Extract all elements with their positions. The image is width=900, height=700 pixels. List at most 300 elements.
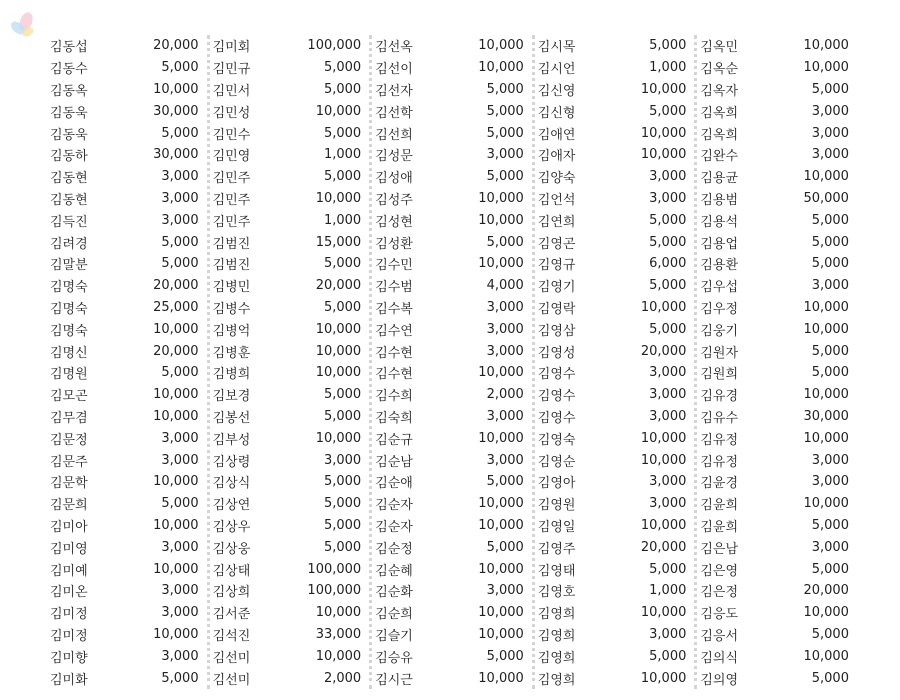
- donor-row: [210, 144, 370, 166]
- donation-amount: 6,000: [649, 256, 687, 272]
- donation-amount: 1,000: [323, 212, 362, 228]
- donor-name: 김애연: [537, 127, 576, 143]
- donor-row: [210, 35, 370, 57]
- donation-amount: 3,000: [649, 626, 687, 642]
- donor-row: [372, 362, 532, 384]
- donor-name: 김석진: [212, 628, 251, 644]
- donor-row: [535, 209, 695, 231]
- donation-amount: 20,000: [153, 343, 199, 359]
- logo-icon: [6, 8, 40, 42]
- donor-name: 김옥민: [700, 40, 739, 56]
- donor-row: [47, 667, 207, 689]
- donor-name: 김영일: [537, 519, 576, 535]
- donor-row: [47, 406, 207, 428]
- donor-name: 김보경: [212, 389, 251, 405]
- donation-amount: 5,000: [649, 321, 687, 337]
- donor-name: 김영호: [537, 585, 576, 601]
- donor-name: 김애자: [537, 149, 576, 165]
- donor-row: [372, 580, 532, 602]
- donor-name: 김우섭: [700, 280, 739, 296]
- donor-name: 김영수: [537, 410, 576, 426]
- donor-row: [372, 166, 532, 188]
- donor-row: [535, 580, 695, 602]
- donor-row: [47, 558, 207, 580]
- donation-amount: 5,000: [323, 256, 362, 272]
- donor-name: 김선학: [375, 105, 413, 121]
- donor-row: [697, 209, 857, 231]
- donor-name: 김영태: [537, 563, 576, 579]
- donor-name: 김순화: [375, 585, 413, 601]
- donor-row: [697, 667, 857, 689]
- donation-amount: 30,000: [153, 103, 199, 119]
- donor-row: [372, 275, 532, 297]
- donor-row: [535, 35, 695, 57]
- donor-name: 김문주: [50, 454, 88, 470]
- donor-row: [372, 209, 532, 231]
- donor-name: 김병수: [212, 301, 251, 317]
- donation-amount: 3,000: [649, 474, 687, 490]
- donor-row: [697, 471, 857, 493]
- donation-amount: 5,000: [649, 278, 687, 294]
- donor-row: [535, 100, 695, 122]
- donor-row: [210, 57, 370, 79]
- donor-name: 김성환: [375, 236, 413, 252]
- donation-amount: 5,000: [161, 496, 199, 512]
- donor-name: 김영곤: [537, 236, 576, 252]
- donor-name: 김시근: [375, 672, 413, 688]
- donation-amount: 5,000: [323, 474, 362, 490]
- donation-amount: 5,000: [486, 169, 524, 185]
- donor-row: [535, 645, 695, 667]
- donor-name: 김미영: [50, 541, 88, 557]
- donor-row: [372, 318, 532, 340]
- donor-name: 김영기: [537, 280, 576, 296]
- donor-name: 김동섭: [50, 40, 88, 56]
- donation-amount: 10,000: [640, 452, 687, 468]
- donor-row: [535, 57, 695, 79]
- donor-row: [372, 667, 532, 689]
- donor-row: [210, 515, 370, 537]
- donor-name: 김선미: [212, 650, 251, 666]
- donor-row: [210, 275, 370, 297]
- donor-row: [697, 645, 857, 667]
- donor-name: 김순규: [375, 432, 413, 448]
- donor-name: 김수민: [375, 258, 413, 274]
- donor-name: 김응도: [700, 607, 739, 623]
- donor-row: [47, 515, 207, 537]
- donor-row: [535, 449, 695, 471]
- donor-name: 김순정: [375, 541, 413, 557]
- donor-row: [535, 427, 695, 449]
- donation-amount: 3,000: [161, 212, 199, 228]
- donation-amount: 5,000: [161, 365, 199, 381]
- donation-amount: 10,000: [803, 169, 849, 185]
- donor-row: [372, 340, 532, 362]
- donor-name: 김명신: [50, 345, 88, 361]
- donor-name: 김수연: [375, 323, 413, 339]
- donation-amount: 5,000: [486, 234, 524, 250]
- donor-row: [697, 515, 857, 537]
- donor-name: 김동하: [50, 149, 88, 165]
- donation-amount: 3,000: [649, 408, 687, 424]
- donation-amount: 10,000: [640, 299, 687, 315]
- donor-row: [210, 79, 370, 101]
- donor-row: [210, 493, 370, 515]
- donation-amount: 10,000: [315, 103, 362, 119]
- donation-amount: 3,000: [649, 387, 687, 403]
- donor-name: 김용환: [700, 258, 739, 274]
- donation-amount: 5,000: [486, 125, 524, 141]
- donation-amount: 5,000: [811, 81, 849, 97]
- donation-amount: 5,000: [161, 670, 199, 686]
- donor-row: [210, 231, 370, 253]
- donor-row: [535, 406, 695, 428]
- donor-row: [372, 231, 532, 253]
- donor-name: 김선옥: [375, 40, 413, 56]
- donor-row: [210, 166, 370, 188]
- donor-name: 김민주: [212, 171, 251, 187]
- donation-amount: 10,000: [315, 365, 362, 381]
- donor-row: [697, 493, 857, 515]
- donor-row: [372, 624, 532, 646]
- donation-amount: 20,000: [640, 539, 687, 555]
- donor-row: [372, 406, 532, 428]
- donation-amount: 3,000: [161, 605, 199, 621]
- donation-amount: 10,000: [315, 343, 362, 359]
- donation-amount: 10,000: [640, 147, 687, 163]
- donor-row: [47, 122, 207, 144]
- donor-row: [535, 667, 695, 689]
- donor-name: 김옥희: [700, 105, 739, 121]
- donor-row: [697, 188, 857, 210]
- donor-name: 김옥자: [700, 83, 739, 99]
- donor-name: 김영성: [537, 345, 576, 361]
- donor-row: [697, 253, 857, 275]
- donation-amount: 10,000: [315, 321, 362, 337]
- donor-name: 김상태: [212, 563, 251, 579]
- donor-name: 김수현: [375, 367, 413, 383]
- donor-row: [372, 253, 532, 275]
- donation-amount: 10,000: [153, 517, 199, 533]
- donation-amount: 10,000: [803, 430, 849, 446]
- donation-amount: 10,000: [478, 496, 524, 512]
- donor-name: 김미정: [50, 607, 88, 623]
- donation-amount: 1,000: [649, 583, 687, 599]
- donor-name: 김명숙: [50, 301, 88, 317]
- donor-name: 김범진: [212, 236, 251, 252]
- donor-row: [372, 122, 532, 144]
- donor-row: [697, 558, 857, 580]
- donor-row: [535, 144, 695, 166]
- donor-row: [210, 645, 370, 667]
- donation-amount: 100,000: [307, 583, 362, 599]
- donor-row: [47, 318, 207, 340]
- donor-name: 김모곤: [50, 389, 88, 405]
- donation-amount: 5,000: [811, 234, 849, 250]
- donation-amount: 5,000: [811, 561, 849, 577]
- donor-row: [535, 536, 695, 558]
- donation-amount: 3,000: [161, 452, 199, 468]
- donation-amount: 5,000: [649, 648, 687, 664]
- donor-name: 김성현: [375, 214, 413, 230]
- donation-amount: 3,000: [161, 430, 199, 446]
- donor-name: 김영아: [537, 476, 576, 492]
- donor-row: [210, 362, 370, 384]
- donor-row: [535, 231, 695, 253]
- donation-amount: 3,000: [486, 408, 524, 424]
- donor-name: 김은영: [700, 563, 739, 579]
- donation-amount: 20,000: [803, 583, 849, 599]
- donor-row: [372, 471, 532, 493]
- donor-name: 김영삼: [537, 323, 576, 339]
- donation-amount: 3,000: [161, 169, 199, 185]
- donation-amount: 10,000: [640, 670, 687, 686]
- donor-row: [697, 384, 857, 406]
- donor-row: [697, 406, 857, 428]
- donor-name: 김병민: [212, 280, 251, 296]
- donor-row: [535, 188, 695, 210]
- donation-amount: 5,000: [323, 517, 362, 533]
- donor-row: [535, 493, 695, 515]
- donor-row: [535, 253, 695, 275]
- donation-amount: 3,000: [161, 648, 199, 664]
- donor-row: [47, 536, 207, 558]
- donation-amount: 1,000: [323, 147, 362, 163]
- donor-row: [697, 624, 857, 646]
- donation-amount: 5,000: [486, 103, 524, 119]
- donor-row: [697, 449, 857, 471]
- donation-amount: 10,000: [478, 256, 524, 272]
- donor-row: [535, 471, 695, 493]
- donation-amount: 10,000: [478, 60, 524, 76]
- donor-name: 김선미: [212, 672, 251, 688]
- donor-name: 김영규: [537, 258, 576, 274]
- donation-amount: 10,000: [640, 517, 687, 533]
- donation-amount: 10,000: [478, 430, 524, 446]
- donor-row: [47, 231, 207, 253]
- donation-amount: 3,000: [811, 103, 849, 119]
- donor-name: 김병희: [212, 367, 251, 383]
- donation-amount: 5,000: [486, 648, 524, 664]
- donation-amount: 10,000: [640, 605, 687, 621]
- donor-row: [697, 166, 857, 188]
- donor-name: 김성애: [375, 171, 413, 187]
- donor-column: [372, 35, 535, 689]
- donor-name: 김유수: [700, 410, 739, 426]
- donor-name: 김상령: [212, 454, 251, 470]
- donor-name: 김시언: [537, 62, 576, 78]
- donor-name: 김말분: [50, 258, 88, 274]
- donation-amount: 10,000: [640, 125, 687, 141]
- donation-amount: 3,000: [811, 147, 849, 163]
- donor-row: [47, 580, 207, 602]
- donation-amount: 5,000: [323, 299, 362, 315]
- donor-name: 김양숙: [537, 171, 576, 187]
- donor-name: 김영숙: [537, 432, 576, 448]
- donor-column: [47, 35, 210, 689]
- donor-row: [47, 275, 207, 297]
- donor-name: 김민영: [212, 149, 251, 165]
- donation-amount: 10,000: [803, 496, 849, 512]
- donor-row: [372, 144, 532, 166]
- donor-column: [210, 35, 373, 689]
- donor-row: [210, 427, 370, 449]
- donor-name: 김수희: [375, 389, 413, 405]
- donor-row: [47, 209, 207, 231]
- donation-amount: 10,000: [803, 605, 849, 621]
- donation-amount: 10,000: [803, 648, 849, 664]
- donor-name: 김유정: [700, 432, 739, 448]
- donor-row: [697, 100, 857, 122]
- donation-amount: 10,000: [153, 626, 199, 642]
- donor-name: 김동옥: [50, 83, 88, 99]
- donation-amount: 5,000: [649, 234, 687, 250]
- donation-amount: 3,000: [811, 278, 849, 294]
- donor-name: 김민주: [212, 214, 251, 230]
- donor-name: 김시목: [537, 40, 576, 56]
- donor-row: [210, 188, 370, 210]
- donor-row: [535, 602, 695, 624]
- donation-amount: 5,000: [161, 125, 199, 141]
- donor-name: 김윤희: [700, 498, 739, 514]
- donor-row: [372, 536, 532, 558]
- donation-amount: 3,000: [649, 365, 687, 381]
- donor-name: 김민규: [212, 62, 251, 78]
- donation-amount: 3,000: [811, 539, 849, 555]
- donor-name: 김미온: [50, 585, 88, 601]
- donor-name: 김의영: [700, 672, 739, 688]
- donor-row: [210, 253, 370, 275]
- donor-name: 김영주: [537, 541, 576, 557]
- donor-row: [535, 79, 695, 101]
- donor-row: [697, 144, 857, 166]
- donation-amount: 5,000: [649, 561, 687, 577]
- donor-row: [210, 122, 370, 144]
- donation-amount: 10,000: [478, 190, 524, 206]
- donor-name: 김영락: [537, 301, 576, 317]
- donor-row: [372, 100, 532, 122]
- donation-amount: 10,000: [640, 81, 687, 97]
- donor-row: [372, 645, 532, 667]
- donor-row: [697, 536, 857, 558]
- donation-amount: 30,000: [153, 147, 199, 163]
- donation-amount: 3,000: [486, 343, 524, 359]
- donation-amount: 5,000: [649, 38, 687, 54]
- donor-name: 김상식: [212, 476, 251, 492]
- donor-row: [47, 493, 207, 515]
- donation-amount: 10,000: [478, 626, 524, 642]
- donor-row: [210, 667, 370, 689]
- donation-amount: 3,000: [811, 452, 849, 468]
- donor-row: [47, 100, 207, 122]
- donor-row: [535, 166, 695, 188]
- donor-row: [535, 122, 695, 144]
- donor-row: [372, 558, 532, 580]
- donation-amount: 5,000: [486, 539, 524, 555]
- donation-amount: 5,000: [811, 517, 849, 533]
- donor-row: [210, 471, 370, 493]
- donor-name: 김동욱: [50, 105, 88, 121]
- donor-row: [210, 602, 370, 624]
- donation-amount: 3,000: [811, 125, 849, 141]
- donation-amount: 5,000: [486, 474, 524, 490]
- donor-name: 김미정: [50, 628, 88, 644]
- donation-amount: 5,000: [811, 626, 849, 642]
- donation-amount: 5,000: [323, 408, 362, 424]
- donor-name: 김봉선: [212, 410, 251, 426]
- donor-row: [372, 79, 532, 101]
- donation-amount: 2,000: [323, 670, 362, 686]
- donation-amount: 10,000: [803, 387, 849, 403]
- donation-amount: 10,000: [478, 365, 524, 381]
- donation-amount: 5,000: [161, 60, 199, 76]
- donor-name: 김미예: [50, 563, 88, 579]
- donor-name: 김민주: [212, 192, 251, 208]
- donation-amount: 2,000: [486, 387, 524, 403]
- donation-amount: 10,000: [803, 60, 849, 76]
- donor-row: [47, 602, 207, 624]
- donor-name: 김순희: [375, 607, 413, 623]
- donor-row: [697, 122, 857, 144]
- donation-amount: 5,000: [323, 387, 362, 403]
- donation-amount: 10,000: [153, 81, 199, 97]
- donation-amount: 5,000: [649, 103, 687, 119]
- donation-amount: 3,000: [161, 190, 199, 206]
- donor-name: 김영원: [537, 498, 576, 514]
- donor-name: 김동현: [50, 171, 88, 187]
- donor-row: [47, 645, 207, 667]
- donation-amount: 3,000: [649, 169, 687, 185]
- donor-name: 김응서: [700, 628, 739, 644]
- donor-name: 김용업: [700, 236, 739, 252]
- donation-amount: 3,000: [161, 539, 199, 555]
- donation-amount: 5,000: [811, 256, 849, 272]
- donor-name: 김우정: [700, 301, 739, 317]
- donor-name: 김슬기: [375, 628, 413, 644]
- donor-name: 김상우: [212, 519, 251, 535]
- donation-amount: 10,000: [478, 212, 524, 228]
- donation-amount: 20,000: [153, 278, 199, 294]
- donor-name: 김옥순: [700, 62, 739, 78]
- donation-amount: 10,000: [315, 605, 362, 621]
- donor-name: 김유경: [700, 389, 739, 405]
- donor-name: 김성주: [375, 192, 413, 208]
- donor-row: [535, 297, 695, 319]
- donor-name: 김동욱: [50, 127, 88, 143]
- donor-name: 김영희: [537, 607, 576, 623]
- donor-name: 김수현: [375, 345, 413, 361]
- donor-name: 김승유: [375, 650, 413, 666]
- donation-amount: 10,000: [153, 321, 199, 337]
- donor-row: [372, 602, 532, 624]
- donor-row: [697, 362, 857, 384]
- donor-row: [372, 384, 532, 406]
- donation-amount: 3,000: [161, 583, 199, 599]
- donor-name: 김순애: [375, 476, 413, 492]
- donation-amount: 5,000: [649, 212, 687, 228]
- donor-row: [210, 449, 370, 471]
- donor-row: [47, 253, 207, 275]
- donation-amount: 3,000: [323, 452, 362, 468]
- donation-amount: 5,000: [811, 343, 849, 359]
- donation-amount: 10,000: [478, 605, 524, 621]
- donor-row: [47, 35, 207, 57]
- donor-row: [697, 57, 857, 79]
- donor-column: [535, 35, 698, 689]
- donation-amount: 4,000: [486, 278, 524, 294]
- donation-amount: 3,000: [649, 190, 687, 206]
- donor-name: 김용균: [700, 171, 739, 187]
